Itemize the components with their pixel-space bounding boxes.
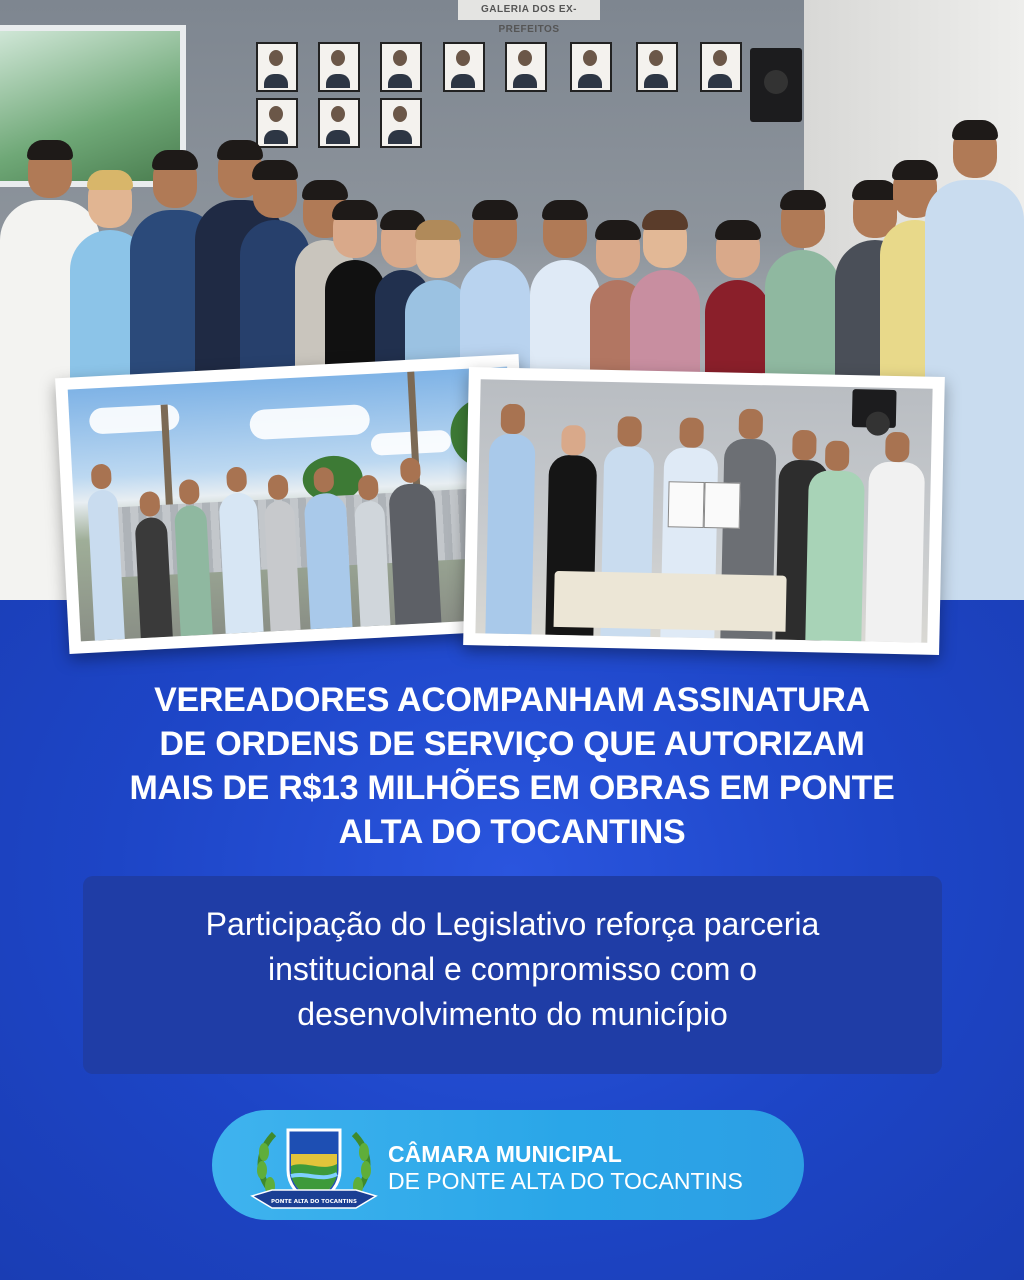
portrait-frame	[570, 42, 612, 92]
logo-banner	[212, 1110, 804, 1220]
headline-line: MAIS DE R$13 MILHÕES EM OBRAS EM PONTE	[129, 769, 895, 807]
headline	[60, 678, 964, 854]
signing-photo	[463, 367, 945, 655]
outdoor-photo	[55, 354, 533, 654]
portrait-frame	[505, 42, 547, 92]
logo-title: CÂMARA MUNICIPAL	[388, 1141, 622, 1167]
headline-line: ALTA DO TOCANTINS	[338, 813, 686, 851]
subtitle-line: Participação do Legislativo reforça parceria	[205, 906, 820, 942]
portrait-frame	[700, 42, 742, 92]
subtitle-line: desenvolvimento do município	[297, 996, 728, 1032]
signing-scene	[475, 379, 932, 642]
portrait-frame	[256, 42, 298, 92]
speaker	[750, 48, 802, 122]
portrait-frame	[380, 42, 422, 92]
portrait-frame	[443, 42, 485, 92]
signing-table	[554, 571, 787, 632]
subtitle	[123, 902, 902, 1037]
subtitle-box	[83, 876, 942, 1074]
portrait-frame	[318, 42, 360, 92]
crest-ribbon-text: PONTE ALTA DO TOCANTINS	[271, 1199, 357, 1205]
subtitle-line: institucional e compromisso com o	[267, 951, 758, 987]
logo-subtitle: DE PONTE ALTA DO TOCANTINS	[388, 1168, 743, 1194]
portrait-frame	[636, 42, 678, 92]
logo-text	[388, 1142, 743, 1195]
headline-line: VEREADORES ACOMPANHAM ASSINATURA	[154, 681, 870, 719]
gallery-sign: GALERIA DOS EX-PREFEITOS	[458, 0, 600, 20]
outdoor-scene	[68, 367, 521, 642]
crest-icon	[244, 1114, 384, 1214]
headline-line: DE ORDENS DE SERVIÇO QUE AUTORIZAM	[159, 725, 865, 763]
